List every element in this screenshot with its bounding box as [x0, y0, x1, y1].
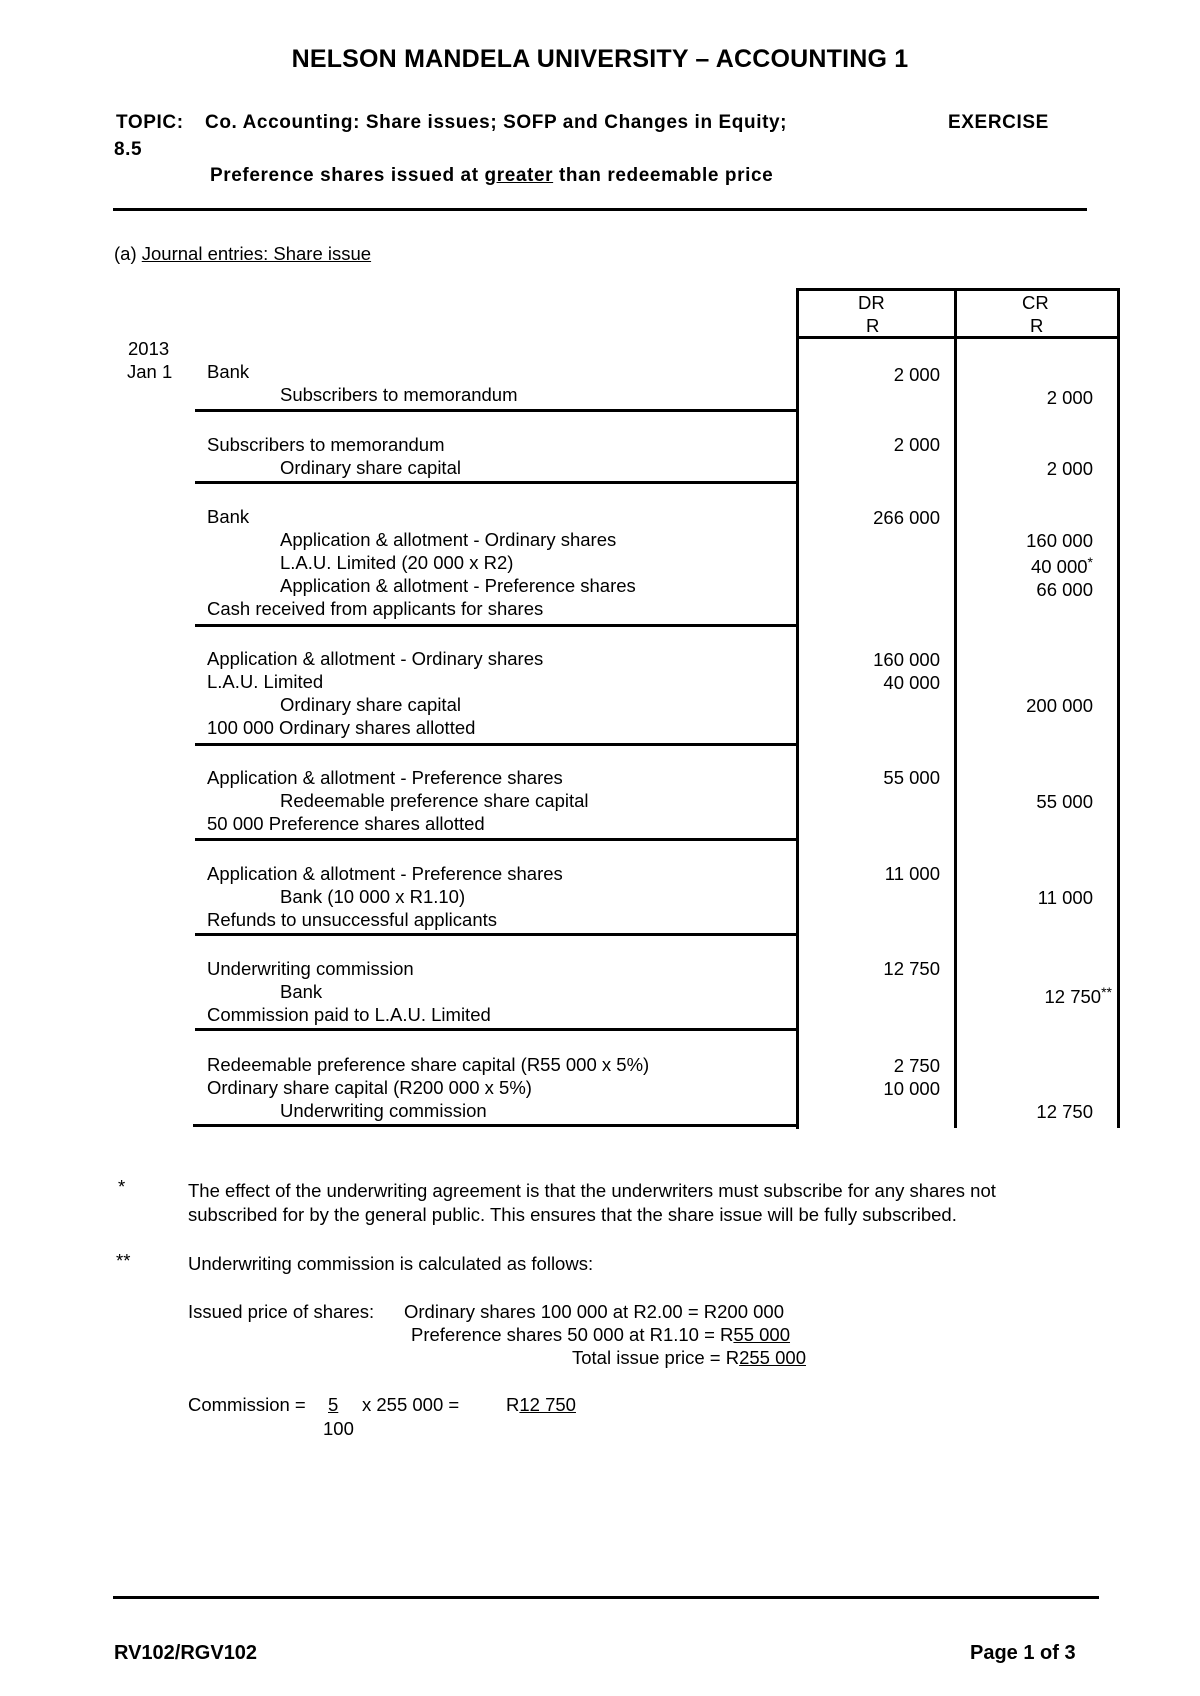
footnote-text: Underwriting commission is calculated as follows: [188, 1253, 594, 1274]
journal-debit-account: Bank [207, 361, 250, 382]
credit-amount: 160 000 [1026, 530, 1093, 551]
commission-result: R12 750 [506, 1394, 576, 1415]
credit-amount: 2 000 [1046, 458, 1093, 479]
debit-amount: 40 000 [883, 672, 940, 693]
commission-multiplier: x 255 000 = [362, 1394, 460, 1415]
journal-debit-account: Ordinary share capital (R200 000 x 5%) [207, 1077, 532, 1098]
page-number: Page 1 of 3 [970, 1642, 1076, 1664]
section-heading: (a) Journal entries: Share issue [114, 243, 372, 264]
table-header-rule [796, 336, 1120, 339]
cr-column-left-border [954, 288, 957, 1128]
journal-debit-account: Bank [207, 506, 250, 527]
debit-amount: 11 000 [884, 863, 940, 884]
entry-separator [195, 743, 798, 746]
debit-amount: 10 000 [883, 1078, 940, 1099]
journal-narration: Commission paid to L.A.U. Limited [207, 1004, 491, 1025]
commission-denominator: 100 [323, 1418, 354, 1439]
journal-credit-account: Application & allotment - Ordinary shares [280, 529, 617, 550]
journal-debit-account: Subscribers to memorandum [207, 434, 445, 455]
topic-label: TOPIC: [116, 112, 184, 133]
journal-credit-account: L.A.U. Limited (20 000 x R2) [280, 552, 514, 573]
entry-separator [195, 481, 798, 484]
footnote-marker: ** [116, 1250, 131, 1271]
debit-amount: 160 000 [873, 649, 940, 670]
journal-credit-account: Application & allotment - Preference shares [280, 575, 636, 596]
topic-text: Co. Accounting: Share issues; SOFP and Changes in Equity; [205, 112, 788, 133]
journal-year: 2013 [128, 338, 170, 359]
journal-debit-account: Application & allotment - Preference shares [207, 767, 563, 788]
credit-amount: 200 000 [1026, 695, 1093, 716]
debit-amount: 12 750 [883, 958, 940, 979]
journal-date: Jan 1 [127, 361, 173, 382]
exercise-number: 8.5 [114, 139, 143, 160]
debit-amount: 266 000 [873, 507, 940, 528]
issued-price-label: Issued price of shares: [188, 1301, 375, 1322]
journal-credit-account: Subscribers to memorandum [280, 384, 518, 405]
journal-credit-account: Bank [280, 981, 323, 1002]
debit-amount: 2 000 [893, 434, 940, 455]
journal-narration: 50 000 Preference shares allotted [207, 813, 485, 834]
debit-amount: 55 000 [883, 767, 940, 788]
course-code: RV102/RGV102 [114, 1642, 258, 1664]
exercise-label: EXERCISE [948, 112, 1049, 133]
debit-amount: 2 750 [893, 1055, 940, 1076]
credit-amount: 40 000* [1030, 554, 1093, 577]
journal-narration: 100 000 Ordinary shares allotted [207, 717, 476, 738]
dr-header: DR [858, 292, 885, 313]
entry-separator [195, 624, 798, 627]
cr-currency: R [1030, 315, 1044, 336]
journal-credit-account: Ordinary share capital [280, 694, 461, 715]
journal-credit-account: Bank (10 000 x R1.10) [280, 886, 466, 907]
entry-separator [195, 838, 798, 841]
table-top-rule [796, 288, 1120, 291]
journal-debit-account: L.A.U. Limited [207, 671, 324, 692]
entry-separator [195, 409, 798, 412]
journal-narration: Cash received from applicants for shares [207, 598, 544, 619]
journal-credit-account: Redeemable preference share capital [280, 790, 589, 811]
header-rule [113, 208, 1087, 211]
footnote-text: subscribed for by the general public. This ensures that the share issue will be fully subscribed. [188, 1204, 957, 1225]
journal-narration: Refunds to unsuccessful applicants [207, 909, 498, 930]
journal-debit-account: Underwriting commission [207, 958, 414, 979]
dr-currency: R [866, 315, 880, 336]
footnote-marker: * [118, 1176, 126, 1197]
table-bottom-rule [193, 1124, 798, 1127]
credit-amount: 66 000 [1036, 579, 1093, 600]
entry-separator [195, 933, 798, 936]
footer-rule [113, 1596, 1099, 1599]
page-title: NELSON MANDELA UNIVERSITY – ACCOUNTING 1 [291, 45, 909, 73]
journal-debit-account: Redeemable preference share capital (R55 000 x 5%) [207, 1054, 650, 1075]
commission-label: Commission = [188, 1394, 306, 1415]
footnote-marker: * [1087, 554, 1093, 570]
preference-shares-calc: Preference shares 50 000 at R1.10 = R55 000 [411, 1324, 791, 1345]
footnote-text: The effect of the underwriting agreement is that the underwriters must subscribe for any shares not [188, 1180, 996, 1201]
credit-amount: 55 000 [1036, 791, 1093, 812]
debit-amount: 2 000 [893, 364, 940, 385]
topic-subtitle: Preference shares issued at greater than redeemable price [210, 165, 774, 186]
credit-amount: 12 750 [1036, 1101, 1093, 1122]
journal-debit-account: Application & allotment - Preference shares [207, 863, 563, 884]
journal-debit-account: Application & allotment - Ordinary shares [207, 648, 544, 669]
total-issue-price: Total issue price = R255 000 [572, 1347, 806, 1368]
footnote-marker: ** [1101, 984, 1112, 1000]
credit-amount: 11 000 [1037, 887, 1093, 908]
ordinary-shares-calc: Ordinary shares 100 000 at R2.00 = R200 000 [404, 1301, 785, 1322]
cr-column-right-border [1117, 288, 1120, 1128]
dr-column-left-border [796, 288, 799, 1129]
credit-amount: 2 000 [1046, 387, 1093, 408]
commission-numerator: 5 [328, 1394, 339, 1415]
cr-header: CR [1022, 292, 1049, 313]
entry-separator [195, 1028, 798, 1031]
credit-amount: 12 750** [1044, 984, 1112, 1007]
journal-credit-account: Underwriting commission [280, 1100, 487, 1121]
journal-credit-account: Ordinary share capital [280, 457, 461, 478]
